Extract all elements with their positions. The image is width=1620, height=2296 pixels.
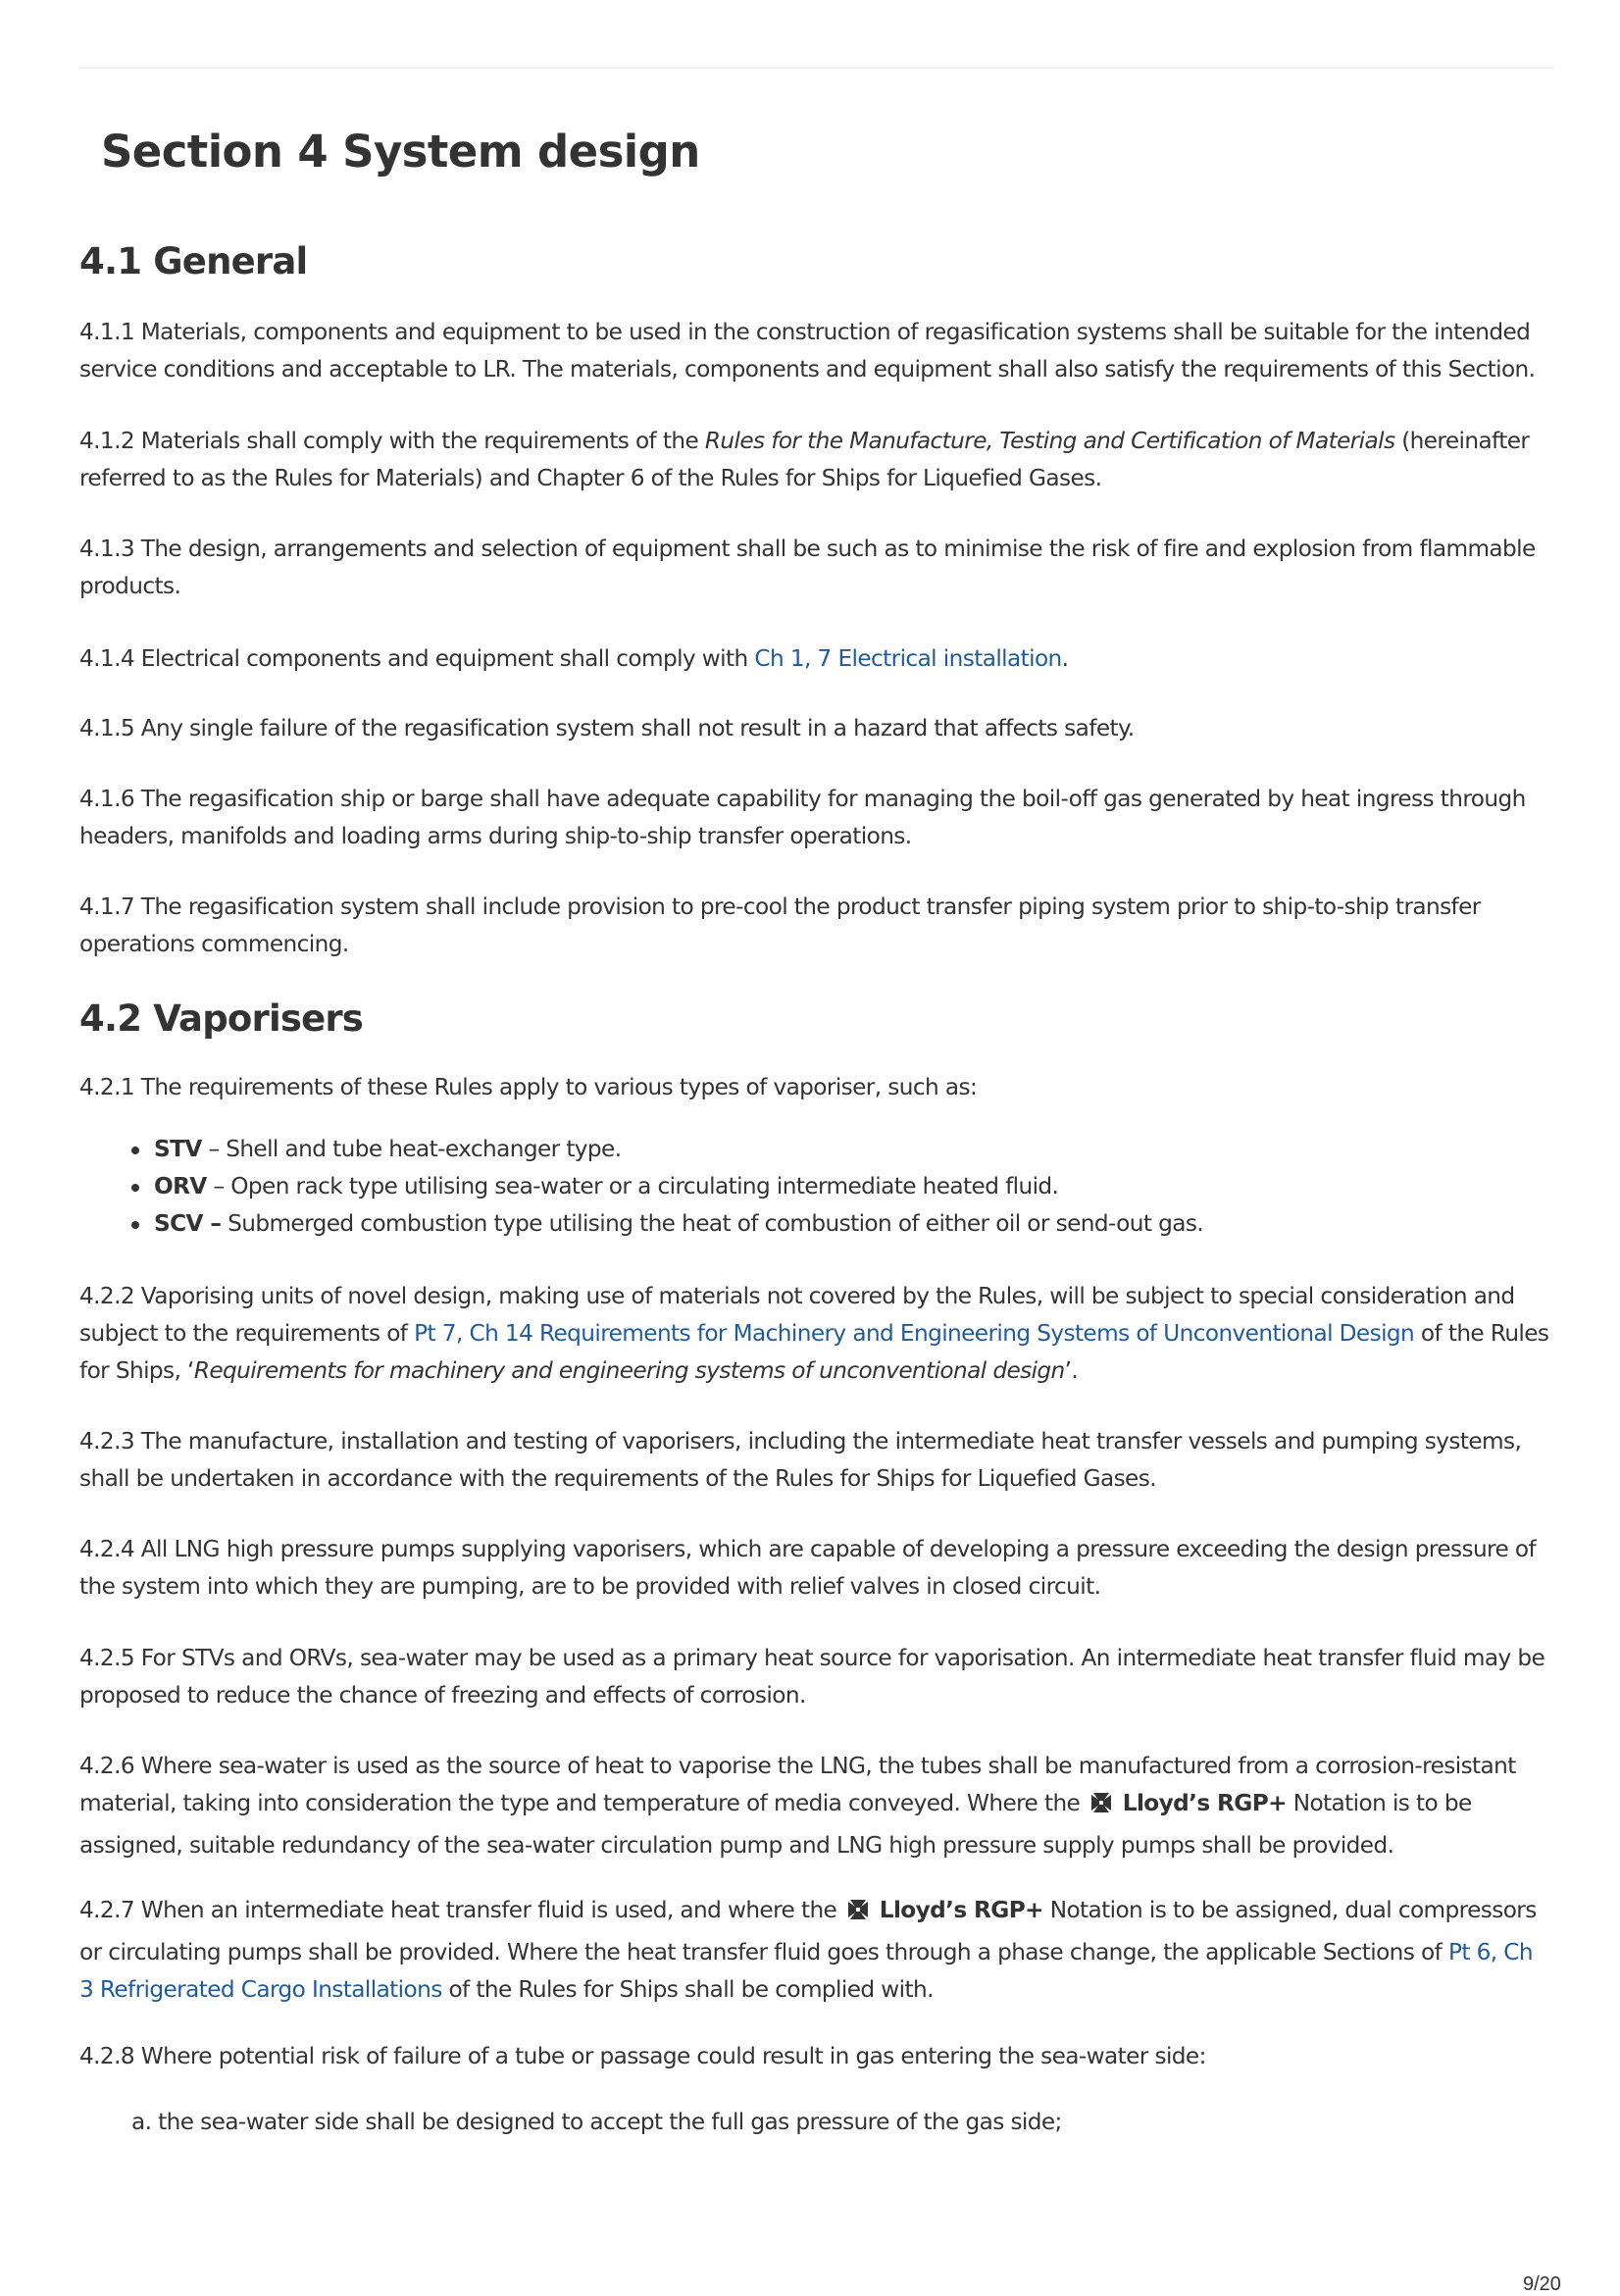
para-4-1-3-text: 4.1.3 The design, arrangements and selection of equipment shall be such as to minimise the risk of fire and explosion from flammable products. (79, 536, 1536, 599)
para-4-2-2 (79, 1278, 1550, 1390)
page-number: 9/20 (1523, 2273, 1561, 2295)
para-4-2-1-text: 4.2.1 The requirements of these Rules apply to various types of vaporiser, such as: (79, 1074, 978, 1100)
para-4-2-3-text: 4.2.3 The manufacture, installation and testing of vaporisers, including the intermediate heat transfer vessels and pumping systems, shall be undertaken in accordance with the requirements of the Rules for Ships for Liquefied Gases. (79, 1428, 1522, 1492)
para-4-1-7 (79, 889, 1550, 963)
para-4-2-4 (79, 1531, 1550, 1606)
link-electrical-installation[interactable]: Ch 1, 7 Electrical installation (754, 645, 1062, 672)
lloyds-cross-icon (1088, 1790, 1114, 1827)
lloyds-cross-icon (845, 1897, 871, 1934)
para-4-2-7-part-b: Notation is to be assigned, dual compressors or circulating pumps shall be provided. Where the heat transfer fluid goes through a phase change, the applicable Sections of (79, 1897, 1537, 1965)
para-4-1-1 (79, 314, 1550, 388)
para-4-2-2-italic: Requirements for machinery and engineering systems of unconventional design (193, 1357, 1065, 1384)
para-4-2-6-text (79, 1748, 1550, 1864)
section-title: Section 4 System design (101, 126, 700, 178)
rules-materials-title: Rules for the Manufacture, Testing and Certification of Materials (704, 428, 1395, 454)
para-4-2-5 (79, 1640, 1550, 1714)
heading-4-2 (79, 997, 1550, 1040)
para-4-2-2-part-d: ’. (1064, 1357, 1079, 1384)
vaporiser-types-list (152, 1131, 1544, 1243)
para-4-1-7-text: 4.1.7 The regasification system shall include provision to pre-cool the product transfer piping system prior to ship-to-ship transfer operations commencing. (79, 893, 1481, 957)
heading-general: 4.1 General (79, 240, 308, 282)
para-4-2-8-a-text: a. the sea-water side shall be designed to accept the full gas pressure of the gas side; (131, 2109, 1062, 2135)
notation-rgp-plus: Lloyd’s RGP+ (879, 1897, 1043, 1923)
bullet-term: SCV – (154, 1210, 222, 1237)
link-refrigerated-cargo[interactable]: Pt 6, Ch 3 Refrigerated Cargo Installations (79, 1939, 1533, 2003)
para-4-1-6 (79, 781, 1550, 855)
para-4-1-3 (79, 531, 1550, 605)
bullet-term: ORV (154, 1173, 207, 1199)
para-4-2-1 (79, 1069, 1550, 1106)
bullet-text: – Open rack type utilising sea-water or a circulating intermediate heated fluid. (206, 1173, 1059, 1199)
list-item (152, 1205, 1544, 1243)
bullet-text: Submerged combustion type utilising the heat of combustion of either oil or send-out gas. (221, 1210, 1204, 1237)
para-4-2-7-part-c: of the Rules for Ships shall be complied with. (441, 1976, 934, 2003)
para-4-2-6-part-b: Notation is to be assigned, suitable redundancy of the sea-water circulation pump and LNG high pressure supply pumps shall be provided. (79, 1790, 1472, 1859)
para-4-2-4-text: 4.2.4 All LNG high pressure pumps supplying vaporisers, which are capable of developing a pressure exceeding the design pressure of the system into which they are pumping, are to be provided with relief valves in closed circuit. (79, 1536, 1537, 1600)
para-4-2-8-text: 4.2.8 Where potential risk of failure of a tube or passage could result in gas entering the sea-water side: (79, 2043, 1206, 2069)
top-divider (78, 67, 1554, 69)
para-4-2-5-text: 4.2.5 For STVs and ORVs, sea-water may be used as a primary heat source for vaporisation. An intermediate heat transfer fluid may be proposed to reduce the chance of freezing and effects of corrosion. (79, 1645, 1545, 1709)
heading-4-1 (79, 240, 1550, 282)
para-4-1-2-text (79, 423, 1550, 497)
notation-rgp-plus: Lloyd’s RGP+ (1122, 1790, 1287, 1816)
para-4-1-4 (79, 640, 1550, 678)
list-item (152, 1168, 1544, 1205)
para-4-1-5-text: 4.1.5 Any single failure of the regasification system shall not result in a hazard that affects safety. (79, 715, 1135, 741)
para-4-2-2-text (79, 1278, 1550, 1390)
bullet-text: – Shell and tube heat-exchanger type. (201, 1136, 622, 1162)
para-4-2-2-part-a: 4.2.2 Vaporising units of novel design, making use of materials not covered by the Rules, will be subject to special consideration and subject to the requirements of (79, 1283, 1515, 1347)
heading-vaporisers: 4.2 Vaporisers (79, 997, 364, 1040)
list-item (152, 1131, 1544, 1168)
para-4-2-7-text (79, 1892, 1550, 2009)
para-4-1-2-part-c: (hereinafter referred to as the Rules for Materials) and Chapter 6 of the Rules for Ships for Liquefied Gases. (79, 428, 1530, 491)
bullet-term: STV (154, 1136, 202, 1162)
para-4-2-6 (79, 1748, 1550, 1864)
para-4-2-6-part-a: 4.2.6 Where sea-water is used as the source of heat to vaporise the LNG, the tubes shall be manufactured from a corrosion-resistant material, taking into consideration the type and temperature of media conveyed. Where the (79, 1753, 1516, 1816)
para-4-1-2-part-a: 4.1.2 Materials shall comply with the requirements of the (79, 428, 705, 454)
para-4-1-5 (79, 710, 1550, 747)
para-4-2-2-part-b: of the Rules for Ships, ‘ (79, 1320, 1549, 1384)
para-4-1-4-text (79, 640, 1550, 678)
para-4-1-4-part-b: . (1061, 645, 1069, 672)
para-4-1-6-text: 4.1.6 The regasification ship or barge shall have adequate capability for managing the boil-off gas generated by heat ingress through headers, manifolds and loading arms during ship-to-ship transfer operations. (79, 786, 1526, 849)
para-4-1-1-text: 4.1.1 Materials, components and equipment to be used in the construction of regasification systems shall be suitable for the intended service conditions and acceptable to LR. The materials, components and equipment shall also satisfy the requirements of this Section. (79, 319, 1536, 383)
para-4-2-8-a (131, 2104, 1544, 2141)
para-4-2-7-part-a: 4.2.7 When an intermediate heat transfer fluid is used, and where the (79, 1897, 843, 1923)
para-4-2-3 (79, 1423, 1550, 1498)
para-4-2-7 (79, 1892, 1550, 2009)
para-4-1-2 (79, 423, 1550, 497)
para-4-1-4-part-a: 4.1.4 Electrical components and equipment shall comply with (79, 645, 755, 672)
para-4-2-8 (79, 2038, 1550, 2075)
link-unconventional-design[interactable]: Pt 7, Ch 14 Requirements for Machinery and Engineering Systems of Unconventional Design (414, 1320, 1415, 1347)
